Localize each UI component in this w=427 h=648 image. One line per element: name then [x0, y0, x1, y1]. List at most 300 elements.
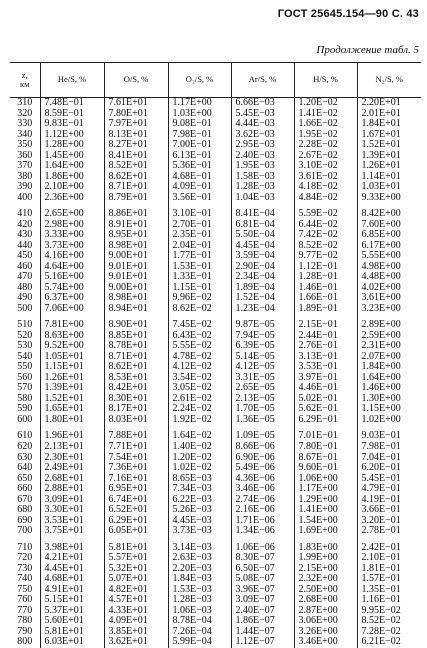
cell-o: 6.05E+01 — [104, 526, 168, 537]
cell-o2: 6.22E−03 — [168, 495, 231, 506]
cell-o2: 9.08E−01 — [168, 119, 231, 130]
cell-h: 7.01E−01 — [294, 425, 357, 442]
cell-ar: 4.44E−03 — [231, 119, 294, 130]
cell-n2: 3.20E−01 — [357, 516, 421, 527]
cell-n2: 8.42E+00 — [357, 203, 421, 220]
cell-o2: 3.73E−03 — [168, 526, 231, 537]
cell-altitude: 480 — [17, 282, 33, 293]
cell-n2: 1.57E−01 — [357, 574, 421, 585]
table-row — [10, 314, 421, 331]
cell-n2: 2.10E−01 — [357, 553, 421, 564]
cell-o: 7.54E+01 — [104, 453, 168, 464]
cell-altitude: 620 — [17, 441, 33, 452]
cell-o: 8.52E+01 — [104, 161, 168, 172]
cell-altitude: 700 — [17, 526, 33, 537]
table-row — [10, 404, 421, 415]
cell-o: 7.80E+01 — [104, 109, 168, 120]
cell-o2: 1.28E−03 — [168, 595, 231, 606]
cell-n2: 6.21E−02 — [357, 637, 421, 648]
cell-o2: 1.92E−02 — [168, 415, 231, 426]
cell-o2: 4.78E−02 — [168, 352, 231, 363]
cell-he: 3.98E+01 — [40, 537, 104, 554]
cell-he: 1.52E+01 — [40, 394, 104, 405]
cell-ar: 1.71E−06 — [231, 516, 294, 527]
cell-ar: 3.31E−05 — [231, 373, 294, 384]
cell-h: 5.02E−01 — [294, 394, 357, 405]
cell-n2: 1.30E+00 — [357, 394, 421, 405]
cell-n2: 1.84E+01 — [357, 119, 421, 130]
cell-n2: 8.52E−02 — [357, 616, 421, 627]
cell-he: 1.26E+01 — [40, 373, 104, 384]
cell-n2: 6.17E+00 — [357, 241, 421, 252]
cell-altitude: 400 — [17, 192, 33, 203]
cell-h: 5.62E−01 — [294, 404, 357, 415]
table-continuation-caption: Продолжение табл. 5 — [316, 44, 419, 56]
cell-o: 8.90E+01 — [104, 314, 168, 331]
column-header-o: O/S, % — [104, 63, 168, 98]
cell-he: 5.74E+00 — [40, 283, 104, 294]
cell-altitude: 570 — [17, 383, 33, 394]
cell-o: 8.85E+01 — [104, 331, 168, 342]
cell-altitude: 380 — [17, 171, 33, 182]
cell-h: 3.26E+00 — [294, 627, 357, 638]
cell-ar: 1.23E−04 — [231, 304, 294, 315]
table-row — [10, 453, 421, 464]
table-body — [10, 98, 421, 648]
cell-ar: 6.39E−05 — [231, 341, 294, 352]
cell-n2: 2.01E+01 — [357, 109, 421, 120]
cell-o: 5.07E+01 — [104, 574, 168, 585]
cell-he: 3.30E+01 — [40, 505, 104, 516]
cell-he: 2.88E+01 — [40, 484, 104, 495]
cell-ar: 4.36E−06 — [231, 474, 294, 485]
cell-o: 8.91E+01 — [104, 220, 168, 231]
cell-h: 1.69E+00 — [294, 526, 357, 537]
cell-h: 2.28E−02 — [294, 140, 357, 151]
cell-altitude: 630 — [17, 452, 33, 463]
table-header-row — [10, 63, 421, 98]
cell-n2: 1.15E+00 — [357, 404, 421, 415]
cell-o2: 4.68E−01 — [168, 172, 231, 183]
cell-altitude: 790 — [17, 626, 33, 637]
cell-o: 8.13E+01 — [104, 130, 168, 141]
cell-altitude: 440 — [17, 240, 33, 251]
cell-o2: 5.36E−01 — [168, 161, 231, 172]
cell-h: 1.66E−01 — [294, 293, 357, 304]
cell-h: 2.15E−01 — [294, 314, 357, 331]
cell-h: 2.67E−02 — [294, 151, 357, 162]
cell-altitude: 610 — [17, 430, 33, 442]
table-row — [10, 109, 421, 120]
cell-h: 1.06E+00 — [294, 474, 357, 485]
cell-n2: 1.03E+01 — [357, 182, 421, 193]
cell-he: 1.65E+01 — [40, 404, 104, 415]
table-row — [10, 537, 421, 554]
cell-o: 7.97E+01 — [104, 119, 168, 130]
table-row — [10, 564, 421, 575]
cell-he: 1.96E+01 — [40, 425, 104, 442]
cell-n2: 3.23E+00 — [357, 304, 421, 315]
cell-o: 8.62E+01 — [104, 172, 168, 183]
cell-n2: 4.02E+00 — [357, 283, 421, 294]
table-row — [10, 394, 421, 405]
cell-he: 1.28E+00 — [40, 140, 104, 151]
cell-he: 4.21E+01 — [40, 553, 104, 564]
cell-o: 8.42E+01 — [104, 383, 168, 394]
cell-n2: 1.02E+00 — [357, 415, 421, 426]
cell-ar: 1.70E−05 — [231, 404, 294, 415]
cell-he: 1.80E+01 — [40, 415, 104, 426]
table-row — [10, 262, 421, 273]
cell-n2: 7.60E+00 — [357, 220, 421, 231]
column-header-altitude-label: z, — [21, 69, 28, 80]
cell-o: 8.62E+01 — [104, 362, 168, 373]
cell-ar: 2.40E−07 — [231, 606, 294, 617]
cell-n2: 6.85E+00 — [357, 230, 421, 241]
cell-h: 2.76E−01 — [294, 341, 357, 352]
cell-ar: 1.89E−04 — [231, 283, 294, 294]
cell-altitude: 370 — [17, 161, 33, 172]
cell-o2: 4.12E−02 — [168, 362, 231, 373]
cell-ar: 1.58E−03 — [231, 172, 294, 183]
table-row — [10, 272, 421, 283]
cell-n2: 2.78E−01 — [357, 526, 421, 537]
cell-h: 1.95E−02 — [294, 130, 357, 141]
cell-n2: 1.52E+01 — [357, 140, 421, 151]
cell-o: 6.29E+01 — [104, 516, 168, 527]
cell-n2: 1.67E+01 — [357, 130, 421, 141]
cell-altitude: 550 — [17, 362, 33, 373]
cell-he: 5.15E+01 — [40, 595, 104, 606]
table-row — [10, 130, 421, 141]
cell-altitude: 450 — [17, 251, 33, 262]
cell-he: 1.86E+00 — [40, 172, 104, 183]
cell-altitude: 660 — [17, 484, 33, 495]
cell-h: 2.44E−01 — [294, 331, 357, 342]
table-row — [10, 574, 421, 585]
cell-ar: 8.41E−04 — [231, 203, 294, 220]
cell-h: 7.42E−02 — [294, 230, 357, 241]
cell-he: 2.36E+00 — [40, 193, 104, 204]
cell-h: 1.54E+00 — [294, 516, 357, 527]
cell-n2: 2.42E−01 — [357, 537, 421, 554]
cell-n2: 9.03E−01 — [357, 425, 421, 442]
cell-n2: 4.19E−01 — [357, 495, 421, 506]
cell-he: 7.81E+00 — [40, 314, 104, 331]
cell-o: 4.82E+01 — [104, 585, 168, 596]
table-row — [10, 526, 421, 537]
cell-n2: 9.33E+00 — [357, 193, 421, 204]
table-row — [10, 474, 421, 485]
cell-o: 7.71E+01 — [104, 442, 168, 453]
cell-o2: 8.62E−02 — [168, 304, 231, 315]
cell-he: 1.05E+01 — [40, 352, 104, 363]
column-header-altitude — [10, 63, 40, 98]
cell-he: 2.49E+01 — [40, 463, 104, 474]
cell-he: 6.37E+00 — [40, 293, 104, 304]
table-row — [10, 283, 421, 294]
table-row — [10, 341, 421, 352]
cell-o2: 1.17E+00 — [168, 98, 231, 109]
cell-o2: 1.53E−03 — [168, 585, 231, 596]
table-row — [10, 293, 421, 304]
cell-he: 2.65E+00 — [40, 203, 104, 220]
cell-altitude: 740 — [17, 574, 33, 585]
cell-h: 1.89E−01 — [294, 304, 357, 315]
cell-h: 8.52E−02 — [294, 241, 357, 252]
table-row — [10, 161, 421, 172]
cell-o: 9.00E+01 — [104, 283, 168, 294]
cell-o: 8.95E+01 — [104, 230, 168, 241]
cell-ar: 6.66E−03 — [231, 98, 294, 109]
cell-n2: 1.26E+01 — [357, 161, 421, 172]
cell-altitude: 510 — [17, 319, 33, 331]
cell-o2: 1.64E−02 — [168, 425, 231, 442]
table-row — [10, 463, 421, 474]
cell-o: 6.95E+01 — [104, 484, 168, 495]
cell-altitude: 750 — [17, 584, 33, 595]
table-row — [10, 616, 421, 627]
table-row — [10, 230, 421, 241]
cell-altitude: 760 — [17, 595, 33, 606]
cell-o2: 2.24E−02 — [168, 404, 231, 415]
cell-ar: 3.59E−04 — [231, 251, 294, 262]
table-row — [10, 627, 421, 638]
column-header-ar: Ar/S, % — [231, 63, 294, 98]
cell-n2: 4.48E+00 — [357, 272, 421, 283]
cell-o: 8.71E+01 — [104, 352, 168, 363]
cell-o: 8.98E+01 — [104, 293, 168, 304]
cell-he: 2.10E+00 — [40, 182, 104, 193]
cell-altitude: 730 — [17, 563, 33, 574]
cell-o: 8.17E+01 — [104, 404, 168, 415]
cell-h: 5.59E−02 — [294, 203, 357, 220]
cell-h: 1.99E+00 — [294, 553, 357, 564]
cell-h: 2.15E+00 — [294, 564, 357, 575]
cell-h: 1.41E+00 — [294, 505, 357, 516]
cell-altitude: 720 — [17, 553, 33, 564]
cell-he: 4.64E+00 — [40, 262, 104, 273]
cell-ar: 8.30E−07 — [231, 553, 294, 564]
table-row — [10, 241, 421, 252]
cell-altitude: 710 — [17, 541, 33, 553]
cell-o2: 2.04E−01 — [168, 241, 231, 252]
cell-o: 7.36E+01 — [104, 463, 168, 474]
cell-ar: 5.49E−06 — [231, 463, 294, 474]
table-row — [10, 151, 421, 162]
table-row — [10, 182, 421, 193]
column-header-altitude-unit: км — [19, 79, 30, 89]
cell-n2: 2.31E+00 — [357, 341, 421, 352]
table-row — [10, 203, 421, 220]
cell-h: 1.28E−01 — [294, 272, 357, 283]
cell-h: 1.17E+00 — [294, 484, 357, 495]
cell-he: 5.37E+01 — [40, 606, 104, 617]
cell-n2: 3.66E−01 — [357, 505, 421, 516]
cell-o2: 1.84E−03 — [168, 574, 231, 585]
cell-o2: 3.14E−03 — [168, 537, 231, 554]
cell-h: 2.68E+00 — [294, 595, 357, 606]
cell-o: 7.61E+01 — [104, 98, 168, 109]
cell-altitude: 330 — [17, 119, 33, 130]
cell-h: 1.12E−01 — [294, 262, 357, 273]
cell-n2: 1.14E+01 — [357, 172, 421, 183]
cell-ar: 8.66E−06 — [231, 442, 294, 453]
cell-o: 9.01E+01 — [104, 272, 168, 283]
cell-ar: 1.86E−07 — [231, 616, 294, 627]
cell-h: 4.18E−02 — [294, 182, 357, 193]
cell-n2: 1.16E−01 — [357, 595, 421, 606]
cell-o: 8.30E+01 — [104, 394, 168, 405]
cell-o2: 7.26E−04 — [168, 627, 231, 638]
cell-altitude: 340 — [17, 129, 33, 140]
cell-he: 5.16E+00 — [40, 272, 104, 283]
cell-altitude: 500 — [17, 303, 33, 314]
cell-he: 1.12E+00 — [40, 130, 104, 141]
cell-o2: 8.78E−04 — [168, 616, 231, 627]
cell-n2: 1.46E+00 — [357, 383, 421, 394]
cell-altitude: 460 — [17, 261, 33, 272]
cell-altitude: 670 — [17, 494, 33, 505]
cell-ar: 2.34E−04 — [231, 272, 294, 283]
cell-n2: 7.98E−01 — [357, 442, 421, 453]
cell-o2: 2.61E−02 — [168, 394, 231, 405]
table-row — [10, 383, 421, 394]
cell-h: 8.67E−01 — [294, 453, 357, 464]
table-row — [10, 119, 421, 130]
table-row — [10, 495, 421, 506]
cell-he: 3.75E+01 — [40, 526, 104, 537]
cell-ar: 1.44E−07 — [231, 627, 294, 638]
cell-o: 8.03E+01 — [104, 415, 168, 426]
cell-o2: 7.34E−03 — [168, 484, 231, 495]
cell-o: 5.57E+01 — [104, 553, 168, 564]
cell-h: 3.46E+00 — [294, 637, 357, 648]
cell-o2: 8.65E−03 — [168, 474, 231, 485]
cell-he: 1.15E+01 — [40, 362, 104, 373]
cell-h: 3.53E−01 — [294, 362, 357, 373]
cell-altitude: 320 — [17, 108, 33, 119]
cell-o2: 7.98E−01 — [168, 130, 231, 141]
cell-he: 5.81E+01 — [40, 627, 104, 638]
cell-o2: 5.55E−02 — [168, 341, 231, 352]
cell-he: 2.30E+01 — [40, 453, 104, 464]
cell-o2: 3.56E−01 — [168, 193, 231, 204]
table-row — [10, 425, 421, 442]
cell-o2: 1.02E−02 — [168, 463, 231, 474]
table-row — [10, 373, 421, 384]
cell-o: 6.52E+01 — [104, 505, 168, 516]
cell-ar: 3.09E−07 — [231, 595, 294, 606]
cell-n2: 1.39E+01 — [357, 151, 421, 162]
cell-n2: 5.55E+00 — [357, 251, 421, 262]
cell-ar: 2.65E−05 — [231, 383, 294, 394]
table-row — [10, 331, 421, 342]
cell-h: 3.13E−01 — [294, 352, 357, 363]
cell-h: 1.83E+00 — [294, 537, 357, 554]
page-header: ГОСТ 25645.154—90 С. 43 — [277, 8, 419, 20]
cell-he: 5.60E+01 — [40, 616, 104, 627]
cell-ar: 2.90E−04 — [231, 262, 294, 273]
cell-n2: 7.04E−01 — [357, 453, 421, 464]
cell-o: 8.71E+01 — [104, 182, 168, 193]
cell-o2: 9.96E−02 — [168, 293, 231, 304]
cell-ar: 2.40E−03 — [231, 151, 294, 162]
cell-o2: 2.20E−03 — [168, 564, 231, 575]
cell-h: 4.46E−01 — [294, 383, 357, 394]
cell-ar: 1.34E−06 — [231, 526, 294, 537]
cell-o2: 1.53E−01 — [168, 262, 231, 273]
cell-he: 4.45E+01 — [40, 564, 104, 575]
cell-o: 8.79E+01 — [104, 193, 168, 204]
cell-o: 8.94E+01 — [104, 304, 168, 315]
cell-o: 3.62E+01 — [104, 637, 168, 648]
cell-h: 6.44E−02 — [294, 220, 357, 231]
cell-o: 9.00E+01 — [104, 251, 168, 262]
cell-o: 9.01E+01 — [104, 262, 168, 273]
cell-n2: 2.20E+01 — [357, 98, 421, 109]
cell-o: 7.16E+01 — [104, 474, 168, 485]
cell-o2: 1.03E+00 — [168, 109, 231, 120]
cell-ar: 3.96E−07 — [231, 585, 294, 596]
table-row — [10, 505, 421, 516]
cell-h: 1.20E−02 — [294, 98, 357, 109]
cell-o: 8.78E+01 — [104, 341, 168, 352]
cell-n2: 3.61E+00 — [357, 293, 421, 304]
table-row — [10, 606, 421, 617]
cell-ar: 1.06E−06 — [231, 537, 294, 554]
cell-he: 8.59E−01 — [40, 109, 104, 120]
cell-ar: 1.12E−07 — [231, 637, 294, 648]
cell-h: 2.32E+00 — [294, 574, 357, 585]
table-row — [10, 304, 421, 315]
cell-altitude: 540 — [17, 351, 33, 362]
cell-ar: 1.95E−03 — [231, 161, 294, 172]
cell-ar: 5.45E−03 — [231, 109, 294, 120]
cell-ar: 5.14E−05 — [231, 352, 294, 363]
cell-ar: 1.28E−03 — [231, 182, 294, 193]
cell-ar: 2.74E−06 — [231, 495, 294, 506]
cell-o2: 1.40E−02 — [168, 442, 231, 453]
cell-ar: 3.62E−03 — [231, 130, 294, 141]
cell-ar: 5.50E−04 — [231, 230, 294, 241]
cell-n2: 1.81E−01 — [357, 564, 421, 575]
column-header-n2: N₂/S, % — [357, 63, 421, 98]
cell-o2: 1.20E−02 — [168, 453, 231, 464]
cell-n2: 7.28E−02 — [357, 627, 421, 638]
table-row — [10, 553, 421, 564]
cell-o: 6.74E+01 — [104, 495, 168, 506]
cell-ar: 1.04E−03 — [231, 193, 294, 204]
cell-o2: 1.06E−03 — [168, 606, 231, 617]
cell-n2: 2.89E+00 — [357, 314, 421, 331]
data-table — [10, 62, 421, 648]
cell-he: 9.83E−01 — [40, 119, 104, 130]
cell-altitude: 560 — [17, 372, 33, 383]
cell-h: 1.46E−01 — [294, 283, 357, 294]
cell-altitude: 680 — [17, 505, 33, 516]
cell-o: 8.53E+01 — [104, 373, 168, 384]
table-row — [10, 516, 421, 527]
cell-ar: 5.08E−07 — [231, 574, 294, 585]
cell-he: 7.48E−01 — [40, 98, 104, 109]
table-row — [10, 362, 421, 373]
cell-he: 4.16E+00 — [40, 251, 104, 262]
cell-o2: 1.15E−01 — [168, 283, 231, 294]
cell-he: 1.64E+00 — [40, 161, 104, 172]
cell-o2: 7.00E−01 — [168, 140, 231, 151]
cell-o2: 5.99E−04 — [168, 637, 231, 648]
